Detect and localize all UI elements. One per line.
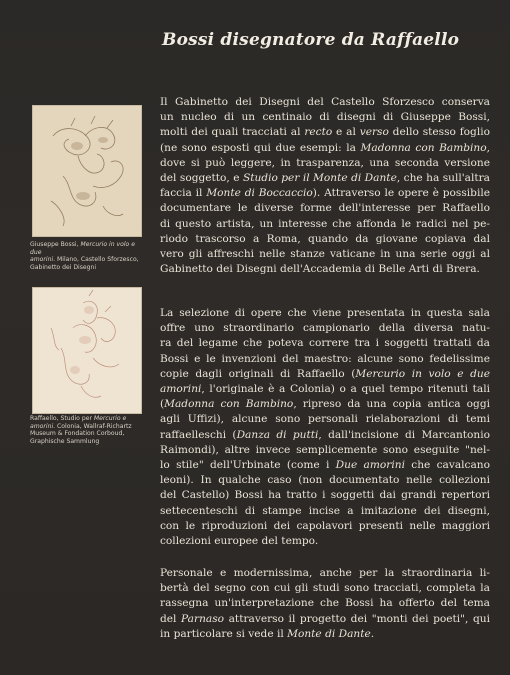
text-line [160, 125, 490, 140]
text-run: documentare le diverse forme dell'interesse per Raffaello [160, 202, 490, 215]
italic-text: Due amorini [335, 459, 405, 472]
italic-text: Monte di Dante [287, 627, 371, 640]
text-line [160, 443, 490, 458]
sketch-figures-icon [33, 288, 141, 413]
text-run: , ripreso da una copia antica oggi [293, 398, 491, 411]
text-line [160, 156, 490, 171]
text-run: faccia il [160, 187, 207, 200]
text-line [160, 612, 490, 627]
text-run: con le riproduzioni dei capolavori presenti nelle maggiori [160, 519, 490, 532]
text-run: e al [332, 126, 360, 139]
paragraph-parnaso [160, 566, 490, 642]
text-line [160, 321, 490, 336]
text-run: lo stile" dell'Urbinate (come i [160, 459, 336, 472]
text-run: leoni). In qualche caso (non documentato nelle collezioni [160, 474, 490, 487]
text-run: dove si può leggere, in trasparenza, una seconda versione [160, 156, 490, 169]
text-line [160, 306, 490, 321]
text-line [160, 504, 490, 519]
text-run: Il Gabinetto dei Disegni del Castello Sforzesco conserva [160, 96, 490, 108]
text-line [160, 534, 490, 549]
text-run: dello stesso foglio [388, 126, 490, 139]
text-run: . [370, 627, 375, 640]
text-run: Raimondi), altre invece semplicemente sono eseguite "nel- [160, 443, 490, 456]
italic-text: Mercurio in volo e due [355, 367, 490, 380]
text-run: Bossi e le invenzioni del maestro: alcune sono fedelissime [160, 352, 490, 365]
panel-title: Bossi disegnatore da Raffaello [162, 30, 460, 50]
text-line [160, 336, 490, 351]
text-line [160, 596, 490, 611]
text-run: riodo trascorso a Roma, quando da giovane copiava dal [160, 232, 490, 245]
text-run: , che ha sull'altra [396, 172, 490, 185]
text-line [160, 397, 490, 412]
text-run: del [160, 612, 182, 625]
text-run: del Castello) Bossi ha tratto i soggetti dai grandi repertori [160, 489, 490, 502]
text-line [160, 110, 490, 125]
text-line [160, 519, 490, 534]
text-run: vero gli affreschi nelle stanze vaticane in una serie oggi al [160, 248, 490, 261]
caption-raffaello-drawing: Raffaello, Studio per Mercurio e amorini. Colonia, Wallraf-Richartz Museum & Fondation Corboud, Graphische Sammlung [30, 415, 132, 445]
sketch-figures-icon [33, 106, 141, 236]
italic-text: Madonna con Bambino [360, 141, 487, 154]
text-line [160, 458, 490, 473]
text-run: ( [160, 398, 165, 411]
text-line [160, 141, 490, 156]
text-run: ra del legame che poteva correre tra i soggetti trattati da [160, 337, 490, 350]
text-run: , l'originale è a Colonia) o a quel tempo ritenuti tali [201, 383, 490, 396]
text-line [160, 382, 490, 397]
italic-text: Danza di putti [236, 428, 319, 441]
caption-bossi-drawing: Giuseppe Bossi, Mercurio in volo e due amorini. Milano, Castello Sforzesco, Gabinetto dei Disegni [30, 241, 139, 271]
text-run: che cavalcano [404, 459, 491, 472]
text-run: in particolare si vede il [160, 627, 288, 640]
text-run: offre uno straordinario campionario della diversa natu- [160, 322, 490, 335]
text-run: Personale e modernissima, anche per la straordinaria li- [160, 567, 490, 579]
text-line [160, 262, 490, 277]
text-run: agli Uffizi), alcune sono personali rielaborazioni di temi [160, 413, 490, 426]
text-run: raffaelleschi ( [160, 428, 237, 441]
paragraph-intro [160, 95, 490, 277]
text-line [160, 566, 490, 581]
text-line [160, 367, 490, 382]
text-run: , [486, 141, 491, 154]
text-run: Gabinetto dei Disegni dell'Accademia di Belle Arti di Brera. [160, 263, 480, 276]
italic-text: Madonna con Bambino [164, 398, 294, 411]
text-run: ). Attraverso le opere è possibile [312, 187, 490, 200]
text-line [160, 171, 490, 186]
italic-text: Parnaso [181, 612, 225, 625]
drawing-mercurio-bossi-image [32, 105, 142, 237]
text-line [160, 412, 490, 427]
text-run: del soggetto, e [160, 172, 243, 185]
text-line [160, 247, 490, 262]
text-run: settecenteschi di stampe incise a imitazione dei disegni, [160, 504, 490, 517]
text-run: un nucleo di un centinaio di disegni di Giuseppe Bossi, [160, 111, 490, 124]
italic-text: amorini [160, 383, 202, 396]
text-line [160, 428, 490, 443]
text-line [160, 186, 490, 201]
text-line [160, 581, 490, 596]
italic-text: Monte di Boccaccio [206, 187, 313, 200]
text-run: bertà del segno con cui gli studi sono tracciati, completa la [160, 582, 490, 595]
italic-text: verso [359, 126, 389, 139]
italic-text: Studio per il Monte di Dante [242, 172, 397, 185]
text-line [160, 488, 490, 503]
text-line [160, 217, 490, 232]
text-run: di questo artista, un interesse che affonda le radici nel pe- [160, 217, 490, 230]
text-run: copie dagli originali di Raffaello ( [160, 367, 356, 380]
text-run: collezioni europee del tempo. [160, 535, 319, 548]
text-line [160, 352, 490, 367]
text-run: La selezione di opere che viene presentata in questa sala [160, 307, 490, 319]
text-line [160, 473, 490, 488]
italic-text: recto [304, 126, 333, 139]
text-run: molti dei quali tracciati al [160, 126, 305, 139]
text-line [160, 232, 490, 247]
paragraph-selection [160, 306, 490, 549]
text-line [160, 201, 490, 216]
text-run: (ne sono esposti qui due esempi: la [160, 141, 361, 154]
text-line [160, 95, 490, 110]
text-run: rassegna un'interpretazione che Bossi ha offerto del tema [160, 597, 490, 610]
drawing-mercurio-raffaello-image [32, 287, 142, 414]
text-run: , dall'incisione di Marcantonio [318, 428, 490, 441]
text-run: attraverso il progetto dei "monti dei poeti", qui [224, 612, 490, 625]
text-line [160, 627, 490, 642]
